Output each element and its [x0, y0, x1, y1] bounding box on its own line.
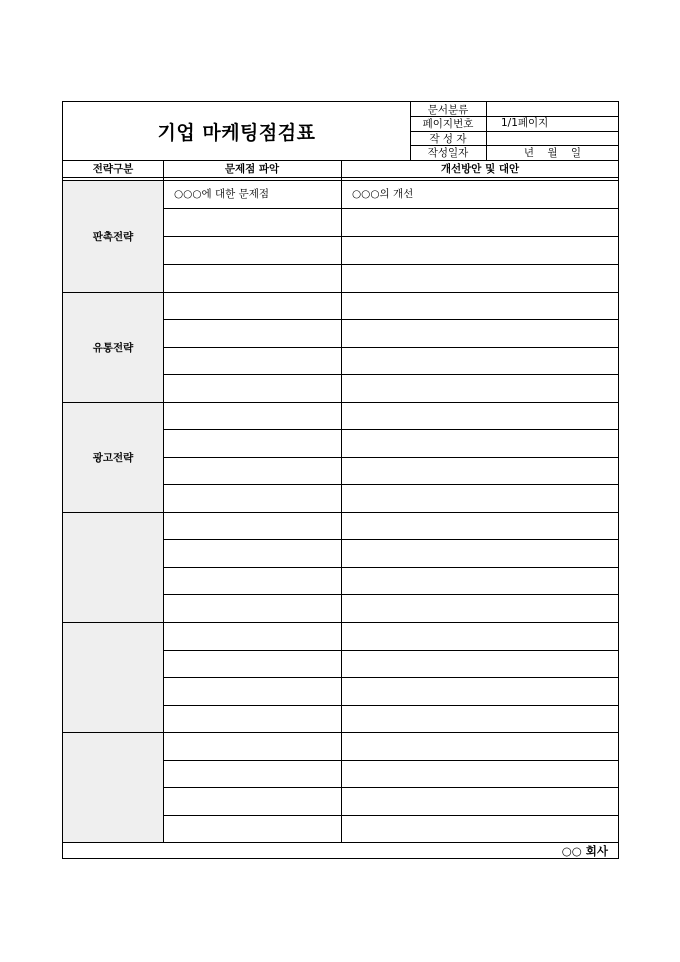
meta-label-date: 작성일자 — [427, 147, 469, 159]
strategy-category-cell — [63, 181, 163, 292]
column-header-problem: 문제점 파악 — [224, 163, 280, 175]
strategy-category: 광고전략 — [92, 452, 134, 464]
row-line — [163, 484, 619, 485]
row-line — [163, 705, 619, 706]
meta-value-page-number[interactable]: 1/1페이지 — [501, 117, 549, 129]
row-line — [163, 650, 619, 651]
strategy-category-cell — [63, 623, 163, 732]
row-line — [163, 208, 619, 209]
strategy-category-cell — [63, 293, 163, 402]
row-line — [163, 457, 619, 458]
column-header-strategy: 전략구분 — [92, 163, 134, 175]
row-line — [163, 567, 619, 568]
row-line — [163, 787, 619, 788]
row-line — [163, 760, 619, 761]
row-line — [163, 594, 619, 595]
strategy-category-cell — [63, 733, 163, 842]
meta-value-author[interactable] — [495, 131, 615, 145]
footer-line — [63, 842, 619, 843]
column-header-improvement: 개선방안 및 대안 — [440, 163, 520, 175]
meta-label-page-number: 페이지번호 — [422, 118, 474, 130]
meta-label-doc-type: 문서분류 — [427, 103, 469, 116]
title-cell — [63, 102, 410, 160]
row-line — [163, 815, 619, 816]
row-line — [163, 264, 619, 265]
meta-value-date[interactable]: 년 월 일 — [523, 147, 582, 159]
strategy-category: 유통전략 — [92, 342, 134, 354]
strategy-category-cell — [63, 513, 163, 622]
document-title: 기업 마케팅점검표 — [157, 121, 316, 144]
meta-value-doc-type[interactable] — [495, 102, 615, 116]
row-line — [163, 429, 619, 430]
problem-cell[interactable]: ○○○에 대한 문제점 — [174, 188, 270, 200]
improvement-cell[interactable]: ○○○의 개선 — [352, 188, 414, 200]
meta-label-author: 작 성 자 — [429, 132, 467, 145]
strategy-category-cell — [63, 403, 163, 512]
column-divider — [163, 160, 164, 842]
marketing-checklist-form — [62, 101, 619, 859]
row-line — [163, 319, 619, 320]
row-line — [163, 539, 619, 540]
row-line — [163, 347, 619, 348]
row-line — [163, 236, 619, 237]
strategy-category: 판촉전략 — [92, 231, 134, 243]
company-name: ○○ 회사 — [561, 844, 608, 858]
column-divider — [341, 160, 342, 842]
row-line — [163, 677, 619, 678]
row-line — [163, 374, 619, 375]
